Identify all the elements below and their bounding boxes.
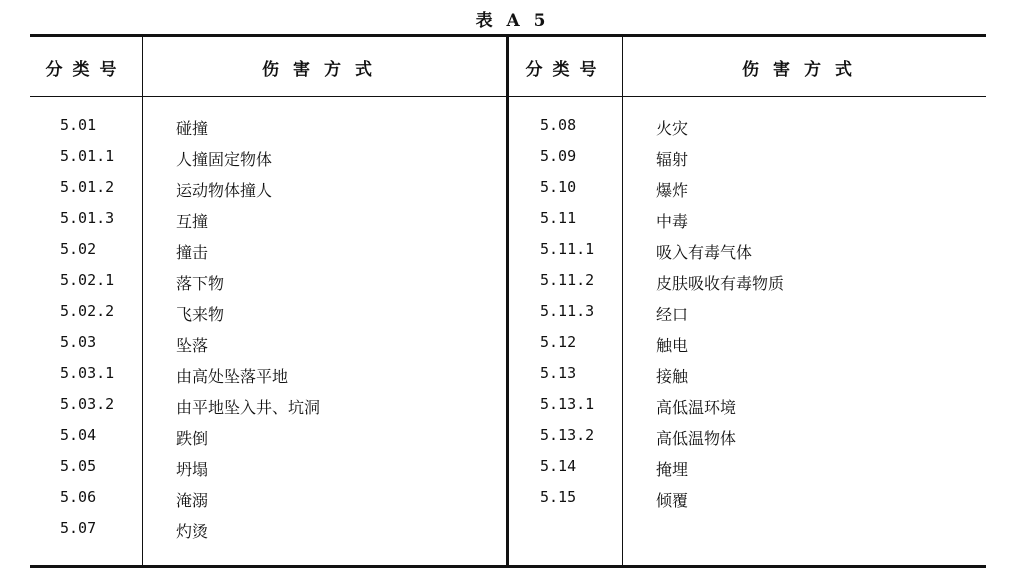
row-injury-mode: 经口 [656,305,689,324]
row-injury-mode: 坠落 [176,336,209,355]
table-row [30,302,506,333]
left-rows [30,116,506,550]
table-row [510,116,986,147]
table-row [510,426,986,457]
row-code: 5.11 [540,209,577,227]
row-injury-mode: 人撞固定物体 [176,150,273,169]
table-row [30,240,506,271]
row-injury-mode: 跌倒 [176,429,209,448]
row-code: 5.07 [60,519,97,537]
table-row [510,364,986,395]
right-rows [510,116,986,519]
row-code: 5.02.2 [60,302,115,320]
table-row [510,333,986,364]
table-row [30,395,506,426]
row-injury-mode: 淹溺 [176,491,209,510]
row-injury-mode: 火灾 [656,119,689,138]
row-injury-mode: 高低温环境 [656,398,737,417]
table-row [30,333,506,364]
row-injury-mode: 触电 [656,336,689,355]
row-code: 5.04 [60,426,97,444]
injury-mode-table [30,34,986,568]
row-code: 5.03.1 [60,364,115,382]
header-code-right: 分类号 [525,59,607,80]
table-row [30,271,506,302]
row-code: 5.13 [540,364,577,382]
row-injury-mode: 落下物 [176,274,225,293]
row-injury-mode: 互撞 [176,212,209,231]
row-injury-mode: 接触 [656,367,689,386]
row-code: 5.01.2 [60,178,115,196]
table-row [30,457,506,488]
row-code: 5.11.3 [540,302,595,320]
row-injury-mode: 吸入有毒气体 [656,243,753,262]
table-row [510,488,986,519]
table-row [30,178,506,209]
row-code: 5.02.1 [60,271,115,289]
row-injury-mode: 掩埋 [656,460,689,479]
header-name-left: 伤害方式 [262,59,386,80]
row-injury-mode: 运动物体撞人 [176,181,273,200]
row-injury-mode: 飞来物 [176,305,225,324]
table-caption: 表 A 5 [475,11,550,31]
row-code: 5.08 [540,116,577,134]
row-injury-mode: 坍塌 [176,460,209,479]
row-injury-mode: 高低温物体 [656,429,737,448]
row-code: 5.01 [60,116,97,134]
left-half [30,34,506,568]
table-row [510,147,986,178]
row-injury-mode: 碰撞 [176,119,209,138]
row-injury-mode: 由平地坠入井、坑洞 [176,398,321,417]
row-injury-mode: 由高处坠落平地 [176,367,289,386]
row-injury-mode: 爆炸 [656,181,689,200]
table-row [30,116,506,147]
row-injury-mode: 倾覆 [656,491,689,510]
row-code: 5.02 [60,240,97,258]
row-code: 5.06 [60,488,97,506]
table-row [510,240,986,271]
table-row [510,178,986,209]
table-row [30,488,506,519]
row-code: 5.05 [60,457,97,475]
table-row [30,209,506,240]
row-code: 5.03.2 [60,395,115,413]
row-code: 5.01.3 [60,209,115,227]
row-code: 5.11.2 [540,271,595,289]
row-code: 5.13.1 [540,395,595,413]
row-code: 5.11.1 [540,240,595,258]
table-row [30,147,506,178]
table-row [510,457,986,488]
row-code: 5.01.1 [60,147,115,165]
row-injury-mode: 中毒 [656,212,689,231]
table-row [510,302,986,333]
header-code-left: 分类号 [45,59,127,80]
table-row [30,519,506,550]
row-code: 5.13.2 [540,426,595,444]
table-row [30,426,506,457]
table-row [510,209,986,240]
row-injury-mode: 灼烫 [176,522,209,541]
row-code: 5.14 [540,457,577,475]
row-code: 5.09 [540,147,577,165]
row-code: 5.03 [60,333,97,351]
row-injury-mode: 辐射 [656,150,689,169]
table-row [30,364,506,395]
right-half [510,34,986,568]
center-double-divider [506,34,509,568]
header-name-right: 伤害方式 [742,59,866,80]
row-code: 5.10 [540,178,577,196]
row-code: 5.12 [540,333,577,351]
table-row [510,395,986,426]
row-injury-mode: 撞击 [176,243,209,262]
table-row [510,271,986,302]
row-code: 5.15 [540,488,577,506]
row-injury-mode: 皮肤吸收有毒物质 [656,274,785,293]
